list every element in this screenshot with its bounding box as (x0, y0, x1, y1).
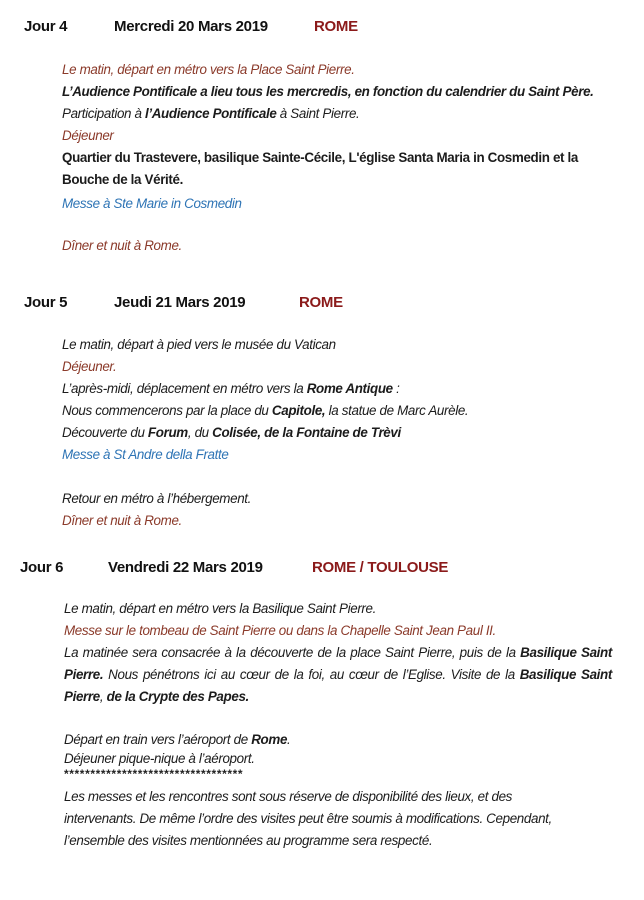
day-date: Vendredi 22 Mars 2019 (108, 559, 263, 576)
program-line: L’après-midi, déplacement en métro vers la Rome Antique : (62, 381, 400, 396)
separator-stars: ********************************** (64, 767, 244, 781)
program-line: Dîner et nuit à Rome. (62, 513, 182, 528)
program-line: Déjeuner. (62, 359, 117, 374)
program-line: Le matin, départ en métro vers la Basilique Saint Pierre. (64, 601, 377, 616)
program-line: L’Audience Pontificale a lieu tous les mercredis, en fonction du calendrier du Saint Père. (62, 84, 594, 99)
day-destination: ROME (314, 18, 358, 35)
mass-line: Messe à Ste Marie in Cosmedin (62, 196, 242, 211)
program-paragraph: La matinée sera consacrée à la découverte de la place Saint Pierre, puis de la Basilique Saint Pierre. Nous pénétrons ici au cœur de la foi, au cœur de l’Eglise. Visite de la Basilique Saint Pierre, de la Crypte des Papes. (64, 645, 612, 704)
mass-line: Messe à St Andre della Fratte (62, 447, 229, 462)
day-destination: ROME / TOULOUSE (312, 559, 449, 576)
day-6-header (20, 559, 630, 579)
program-line: Quartier du Trastevere, basilique Sainte-Cécile, L'église Santa Maria in Cosmedin et la Bouche de la Vérité. (62, 150, 578, 187)
day-5-program (62, 334, 622, 532)
mass-line: Messe sur le tombeau de Saint Pierre ou dans la Chapelle Saint Jean Paul II. (64, 623, 496, 638)
program-line: Le matin, départ en métro vers la Place Saint Pierre. (62, 62, 355, 77)
day-number: Jour 4 (24, 18, 68, 35)
day-4-program (62, 59, 602, 257)
program-line: Déjeuner (62, 128, 114, 143)
day-destination: ROME (299, 294, 343, 311)
day-4-header (24, 18, 624, 38)
program-line: Nous commencerons par la place du Capitole, la statue de Marc Aurèle. (62, 403, 469, 418)
program-line: Découverte du Forum, du Colisée, de la Fontaine de Trèvi (62, 425, 401, 440)
program-line: Départ en train vers l’aéroport de Rome. (64, 732, 291, 747)
program-line: Déjeuner pique-nique à l’aéroport. (64, 751, 255, 766)
day-5-header (24, 294, 624, 314)
program-line: Participation à l’Audience Pontificale à Saint Pierre. (62, 106, 360, 121)
day-number: Jour 6 (20, 559, 64, 576)
day-number: Jour 5 (24, 294, 68, 311)
program-line: Dîner et nuit à Rome. (62, 238, 182, 253)
day-6-program (64, 598, 612, 852)
program-line: Retour en métro à l’hébergement. (62, 491, 252, 506)
day-date: Mercredi 20 Mars 2019 (114, 18, 268, 35)
disclaimer-paragraph: Les messes et les rencontres sont sous réserve de disponibilité des lieux, et des intervenants. De même l’ordre des visites peut être soumis à modifications. Cependant, l’ensemble des visites mentionnées au programme sera respecté. (64, 789, 552, 848)
day-date: Jeudi 21 Mars 2019 (114, 294, 246, 311)
program-line: Le matin, départ à pied vers le musée du Vatican (62, 337, 336, 352)
